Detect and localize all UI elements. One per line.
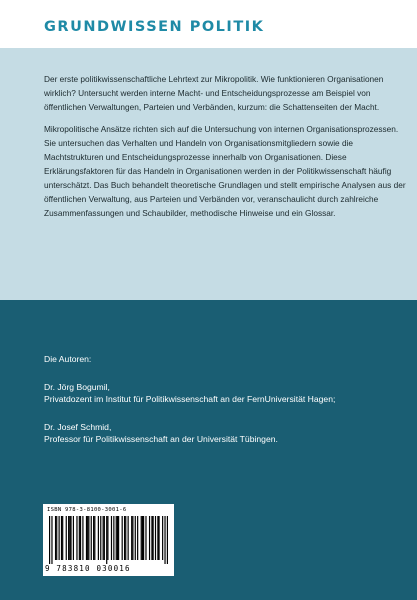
author-1-name: Dr. Jörg Bogumil, [44, 381, 110, 392]
barcode-bar [113, 516, 114, 560]
barcode-bar [93, 516, 94, 560]
blurb-text [44, 72, 406, 228]
barcode-bar [91, 516, 92, 560]
barcode-bar [128, 516, 129, 560]
barcode-bar [141, 516, 142, 560]
barcode-bar [107, 516, 108, 560]
barcode-bar [104, 516, 105, 560]
barcode-bar [69, 516, 70, 560]
barcode-bar [70, 516, 71, 560]
series-header [0, 0, 417, 48]
barcode-bar [118, 516, 119, 560]
barcode-bar [98, 516, 99, 560]
barcode-bar [94, 516, 95, 560]
barcode-bar [73, 516, 74, 560]
barcode-bar [143, 516, 144, 560]
barcode-bar [103, 516, 104, 560]
barcode-bar [151, 516, 152, 560]
barcode-bar [56, 516, 57, 560]
barcode-bar [61, 516, 62, 560]
barcode-bar [79, 516, 80, 560]
barcode-bar [155, 516, 156, 560]
barcode-box [43, 504, 174, 576]
barcode-bar [122, 516, 123, 560]
author-2-name: Dr. Josef Schmid, [44, 421, 112, 432]
barcode-bar [125, 516, 126, 560]
barcode-bar [66, 516, 67, 560]
barcode-bar [111, 516, 112, 560]
barcode-bar [88, 516, 89, 560]
barcode-bar [100, 516, 101, 560]
barcode-bar [80, 516, 81, 560]
barcode-bar [145, 516, 146, 560]
author-2-role: Professor für Politikwissenschaft an der Universität Tübingen. [44, 434, 278, 444]
barcode-bar [142, 516, 143, 560]
isbn-text: ISBN 978-3-8100-3001-6 [47, 507, 127, 513]
barcode-bar [149, 516, 150, 560]
author-1-role: Privatdozent im Institut für Politikwissenschaft an der FernUniversität Hagen; [44, 394, 336, 404]
barcode-bar [59, 516, 60, 560]
barcode-bar [167, 516, 168, 564]
barcode-bar [157, 516, 158, 560]
authors-section [44, 353, 406, 446]
barcode-bar [76, 516, 77, 560]
barcode-bar [87, 516, 88, 560]
barcode-bar [162, 516, 163, 560]
barcode-bar [137, 516, 138, 560]
barcode-bar [135, 516, 136, 560]
barcode-bar [153, 516, 154, 560]
blurb-panel [0, 48, 417, 300]
barcode-bar [158, 516, 159, 560]
series-title: GRUNDWISSEN POLITIK [44, 19, 265, 35]
barcode-bar [82, 516, 83, 560]
barcode-bar [164, 516, 165, 564]
barcode-bars-icon [49, 516, 168, 564]
barcode-bar [124, 516, 125, 560]
barcode-bar [51, 516, 52, 564]
barcode-bar [55, 516, 56, 560]
barcode-bar [131, 516, 132, 560]
barcode-bar [68, 516, 69, 560]
blurb-paragraph-1: Der erste politikwissenschaftliche Lehrtext zur Mikropolitik. Wie funktionieren Organisationen wirklich? Untersucht werden interne Macht- und Entscheidungsprozesse am Beispiel von öffentlichen Verwaltungen, Parteien und Verbänden, kurzum: die Schattenseiten der Macht. [44, 74, 384, 112]
barcode-bar [116, 516, 117, 560]
barcode-bar [86, 516, 87, 560]
barcode-bar [117, 516, 118, 560]
barcode-bar [106, 516, 107, 564]
ean-digits: 9 783810 030016 [45, 564, 131, 573]
blurb-paragraph-2: Mikropolitische Ansätze richten sich auf die Untersuchung von internen Organisationsprozessen. Sie untersuchen das Verhalten und Handeln von Organisationsmitgliedern sowie die Machtstrukturen und Entscheidungsprozesse innerhalb von Organisationen. Diese Erklärungsfaktoren für das Handeln in Organisationen werden in der Politikwissenschaft häufig unterschätzt. Das Buch behandelt theoretische Grundlagen und stellt empirische Analysen aus der öffentlichen Verwaltung, aus Parteien und Verbänden vor, veranschaulicht durch zahlreiche Zusammenfassungen und Schaubilder, methodische Hinweise und ein Glossar. [44, 124, 406, 218]
barcode-bar [62, 516, 63, 560]
barcode-bar [49, 516, 50, 564]
authors-heading: Die Autoren: [44, 354, 92, 364]
barcode-bar [132, 516, 133, 560]
